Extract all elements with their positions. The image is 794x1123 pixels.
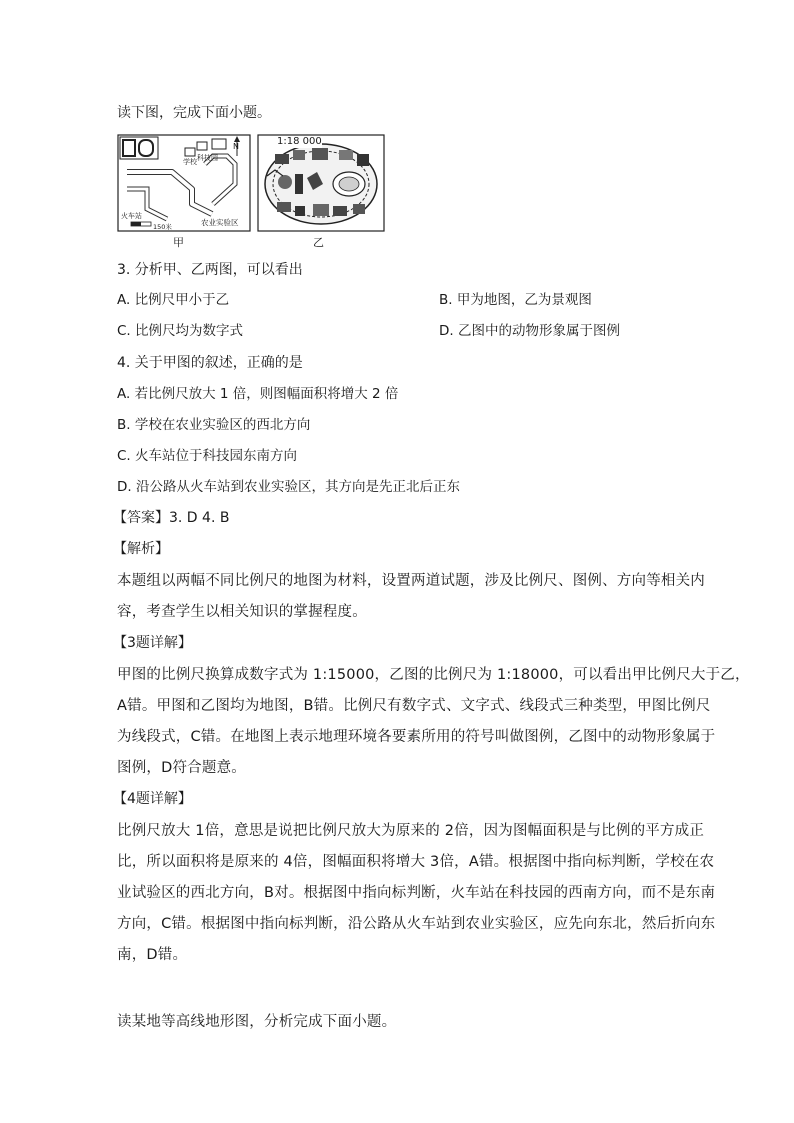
question-4-option-c: C. 火车站位于科技园东南方向 — [117, 448, 298, 464]
q4-line-1: 比例尺放大 1倍，意思是说把比例尺放大为原来的 2倍，因为图幅面积是与比例的平方成正 — [117, 823, 705, 839]
q3-line-3: 为线段式，C错。在地图上表示地理环境各要素所用的符号叫做图例，乙图中的动物形象属于 — [117, 729, 716, 745]
question-3-option-d: D. 乙图中的动物形象属于图例 — [439, 323, 620, 339]
map-jia-station-label: 火车站 — [121, 212, 142, 220]
q3-line-2: A错。甲图和乙图均为地图，B错。比例尺有数字式、文字式、线段式三种类型，甲图比例尺 — [117, 698, 711, 714]
map-jia-north-label: N — [233, 142, 239, 151]
q4-line-4: 方向，C错。根据图中指向标判断，沿公路从火车站到农业实验区，应先向东北，然后折向东 — [117, 916, 716, 932]
answer-line: 【答案】3. D 4. B — [113, 510, 230, 526]
map-yi-caption: 乙 — [313, 236, 324, 249]
question-4-option-d: D. 沿公路从火车站到农业实验区，其方向是先正北后正东 — [117, 479, 460, 495]
question-3-option-c: C. 比例尺均为数字式 — [117, 323, 244, 339]
q4-line-2: 比，所以面积将是原来的 4倍，图幅面积将增大 3倍，A错。根据图中指向标判断，学校在农 — [117, 854, 715, 870]
q3-line-1: 甲图的比例尺换算成数字式为 1:15000，乙图的比例尺为 1:18000，可以看出甲比例尺大于乙， — [117, 667, 750, 683]
map-jia-scale-bar-label: 150米 — [153, 223, 172, 231]
question-3-stem: 3. 分析甲、乙两图，可以看出 — [117, 262, 303, 278]
q4-heading: 【4题详解】 — [113, 791, 192, 807]
q4-line-5: 南，D错。 — [117, 947, 188, 963]
analysis-line-1: 本题组以两幅不同比例尺的地图为材料，设置两道试题，涉及比例尺、图例、方向等相关内 — [117, 573, 705, 589]
map-jia-caption: 甲 — [173, 236, 184, 249]
q4-line-3: 业试验区的西北方向，B对。根据图中指向标判断，火车站在科技园的西南方向，而不是东南 — [117, 885, 716, 901]
map-jia-school-label: 学校 — [183, 158, 197, 166]
question-4-stem: 4. 关于甲图的叙述，正确的是 — [117, 355, 303, 371]
map-jia-tech-park-label: 科技园 — [197, 154, 218, 162]
question-4-option-a: A. 若比例尺放大 1 倍，则图幅面积将增大 2 倍 — [117, 386, 399, 402]
analysis-heading: 【解析】 — [113, 541, 169, 557]
q3-heading: 【3题详解】 — [113, 635, 192, 651]
question-3-option-b: B. 甲为地图，乙为景观图 — [439, 292, 592, 308]
intro-text: 读下图，完成下面小题。 — [117, 105, 271, 121]
analysis-line-2: 容，考查学生以相关知识的掌握程度。 — [117, 604, 367, 620]
question-3-option-a: A. 比例尺甲小于乙 — [117, 292, 230, 308]
map-yi-scale-text: 1:18 000 — [277, 136, 322, 147]
map-jia-farm-label: 农业实验区 — [201, 218, 239, 227]
q3-line-4: 图例，D符合题意。 — [117, 760, 246, 776]
map-figure — [117, 134, 385, 250]
map-yi — [258, 135, 384, 231]
next-intro-text: 读某地等高线地形图，分析完成下面小题。 — [117, 1014, 397, 1030]
question-4-option-b: B. 学校在农业实验区的西北方向 — [117, 417, 311, 433]
